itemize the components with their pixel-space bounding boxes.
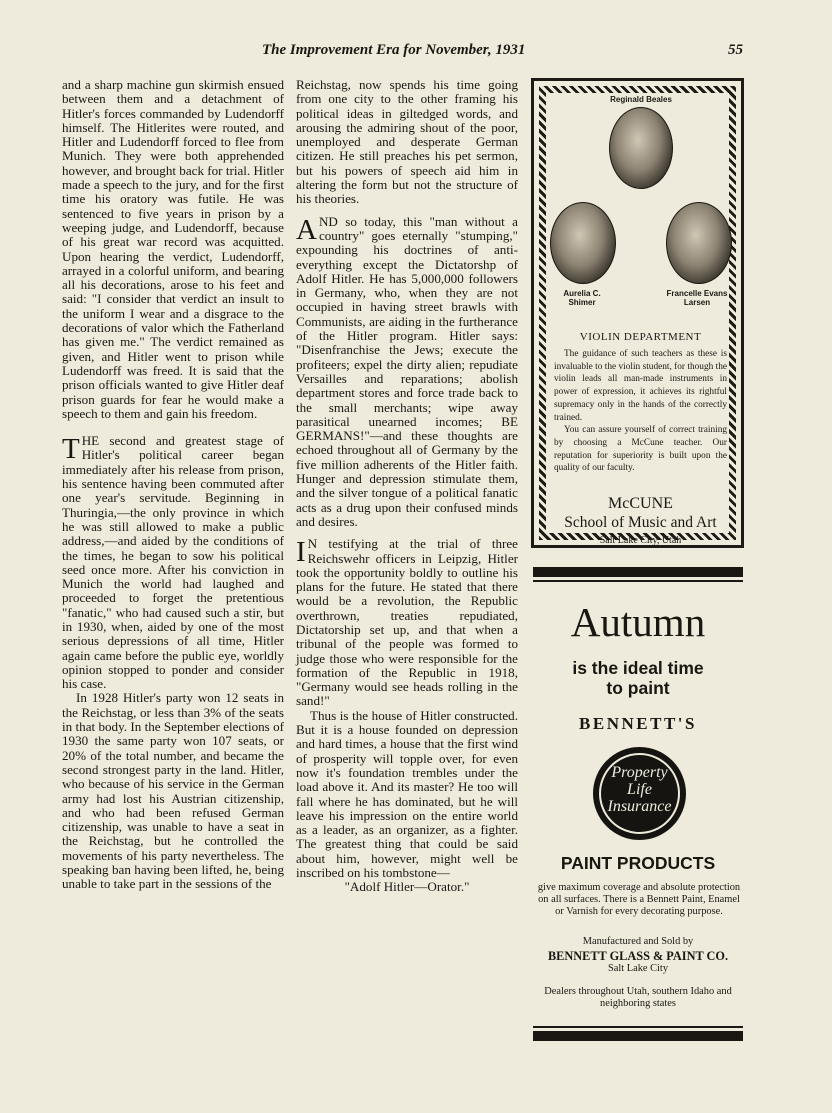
- ad-paragraph: The guidance of such teachers as these is invaluable to the violin student, for though the violin leads all man-made instruments in power of expression, it achieves its rightful supremacy only in the hands of the correctly trained.: [554, 349, 727, 423]
- school-name: McCUNE: [608, 495, 673, 512]
- ad-body: [554, 348, 727, 475]
- school-city: Salt Lake City, Utah: [599, 535, 682, 546]
- dealers-line: Dealers throughout Utah, southern Idaho and neighboring states: [544, 986, 732, 1010]
- department-heading: VIOLIN DEPARTMENT: [579, 331, 702, 343]
- top-rule-thick: [533, 567, 743, 577]
- top-rule-thin: [533, 580, 743, 582]
- brand-name: BENNETT'S: [579, 714, 697, 733]
- teacher-caption: Reginald Beales: [610, 95, 672, 104]
- products-heading: PAINT PRODUCTS: [560, 853, 716, 873]
- paragraph-text: HE second and greatest stage of Hitler's political career began immediately after his release from prison, his sentence having been commuted after one year's servitude. Beginning in Thuringia,—the only province in which he was still allowed to make a public address,—and aided by the conditions of the times, he began to sow his political seed once more. After his conviction in Munich the world had laughed and proceeded to forget the pretentious "fanatic," who had caused such a stir, but in 1930, when, aided by one of the most serious depressions of all time, Hitler again came before the public eye, worldly opinion stopped to ponder and consider his case.: [62, 433, 284, 692]
- bottom-rule-thin: [533, 1026, 743, 1028]
- manufacturer-line: Manufactured and Sold by: [582, 936, 694, 947]
- product-description: give maximum coverage and absolute protection on all surfaces. There is a Bennett Paint, Enamel or Varnish for every decorating purpose.: [537, 882, 741, 918]
- portrait-photo: [666, 202, 732, 284]
- paragraph: [296, 215, 518, 530]
- paragraph: and a sharp machine gun skirmish ensued between them and a detachment of Hitler's forces commanded by Ludendorff himself. The Hitlerites were routed, and Hitler and Ludendorff forced to flee from Munich. They were both apprehended however, and brought back for trial. Hitler made a speech to the jury, and for the first time his oratory was futile. He was sentenced to five years in prison by a weeping judge, and Ludendorff, because of his great war record was acquitted. Upon hearing the verdict, Ludendorff, arrayed in a colorful uniform, and bearing all his decorations, arose to his feet and said: "I consider that verdict an insult to the uniform I wear and a disgrace to the decorations of valor which the Fatherland has given me." The verdict remained as given, and Hitler went to prison while Ludendorff was freed. It is said that the prison officials wanted to give Hitler deaf prison guards for fear he would make a speech to them and gain his freedom.: [62, 77, 284, 421]
- paragraph: [62, 434, 284, 691]
- paragraph-text: N testifying at the trial of three Reichswehr officers in Leipzig, Hitler took the opportunity boldly to outline his plans for the future. He stated that there would be a revolution, the Republic overthrown, treaties repudiated, Dictatorship set up, and that when a tribunal of the people was formed to judge those who were responsible for the formation of the Republic in 1918, "Germany would see heads rolling in the sand!": [296, 536, 518, 709]
- paragraph: Reichstag, now spends his time going from one city to the other framing his political ideas in giltedged words, and arousing the admiring shout of the poor, unemployed and desperate German citizen. He still preaches his pet sermon, but his powers of speech aid him in altering the form but not the structure of his theories.: [296, 77, 518, 207]
- paragraph: Thus is the house of Hitler constructed. But it is a house founded on depression and hard times, a house that the first wind of prosperity will topple over, for even now it's foundation trembles under the load above it. And its master? He too will fall where he has dominated, but he will leave his impression on the entire world as a leader, as an organizer, as a fighter. The greatest thing that could be said about him, however, might well be inscribed on his tombstone—: [296, 707, 518, 881]
- closing-quote: "Adolf Hitler—Orator.": [344, 879, 470, 895]
- property-life-insurance-seal: Property Life Insurance: [593, 747, 686, 840]
- article-column-2: [296, 78, 518, 895]
- portrait-photo: [550, 202, 616, 284]
- company-city: Salt Lake City: [607, 963, 669, 974]
- article-column-1: [62, 78, 284, 892]
- drop-cap: I: [296, 536, 306, 569]
- violin-department-ad: [531, 78, 744, 548]
- drop-cap: T: [62, 433, 80, 466]
- paragraph: In 1928 Hitler's party won 12 seats in the Reichstag, or less than 3% of the seats in that body. In the September elections of 1930 the same party won 107 seats, or 20% of the total number, and became the second strongest party in the land. Hitler, who because of his service in the German army had lost his Austrian citizenship, and who had been refused German citizenship, was unable to have a seat in the Reichstag, but he controlled the movements of his party nevertheless. The speaking ban having been lifted, he, being unable to take part in the sessions of the: [62, 690, 284, 892]
- school-subtitle: School of Music and Art: [564, 514, 717, 531]
- portrait-photo: [609, 107, 673, 189]
- ad-subheadline: is the ideal time to paint: [572, 658, 704, 698]
- company-name: BENNETT GLASS & PAINT CO.: [547, 949, 729, 963]
- bottom-rule-thick: [533, 1031, 743, 1041]
- drop-cap: A: [296, 213, 317, 246]
- journal-title: The Improvement Era for November, 1931: [262, 42, 526, 58]
- page-number: 55: [728, 42, 743, 58]
- paragraph: [296, 537, 518, 709]
- ad-content: [546, 93, 729, 546]
- paragraph-text: ND so today, this "man without a country" goes eternally "stumping," expounding his doctrines of anti-everything except the Dictatorshp of Adolf Hitler. He has 5,000,000 followers in Germany, who, when they are not occupied in having street brawls with Communists, are aiding in the furtherance of the Hitler program. Hitler says: "Disenfranchise the Jews; execute the profiteers; expel the dirty alien; repudiate Versailles and reparations; abolish department stores and force trade back to the small merchants; wipe away parasitical unearned incomes; BE GERMANS!"—and these thoughts are echoed throughout all of Germany by the five million adherents of the Hitler faith. Hunger and depression stimulate them, and the silver tongue of a political fanatic acts as a drug upon their confused minds and desires.: [296, 213, 518, 529]
- ad-headline: Autumn: [570, 599, 706, 645]
- ad-paragraph: You can assure yourself of correct training by choosing a McCune teacher. Our reputation for superiority is built upon the quality of our faculty.: [554, 425, 727, 474]
- teacher-caption: Aurelia C. Shimer: [563, 289, 601, 307]
- teacher-caption: Francelle Evans Larsen: [666, 289, 728, 307]
- running-header: [0, 42, 832, 62]
